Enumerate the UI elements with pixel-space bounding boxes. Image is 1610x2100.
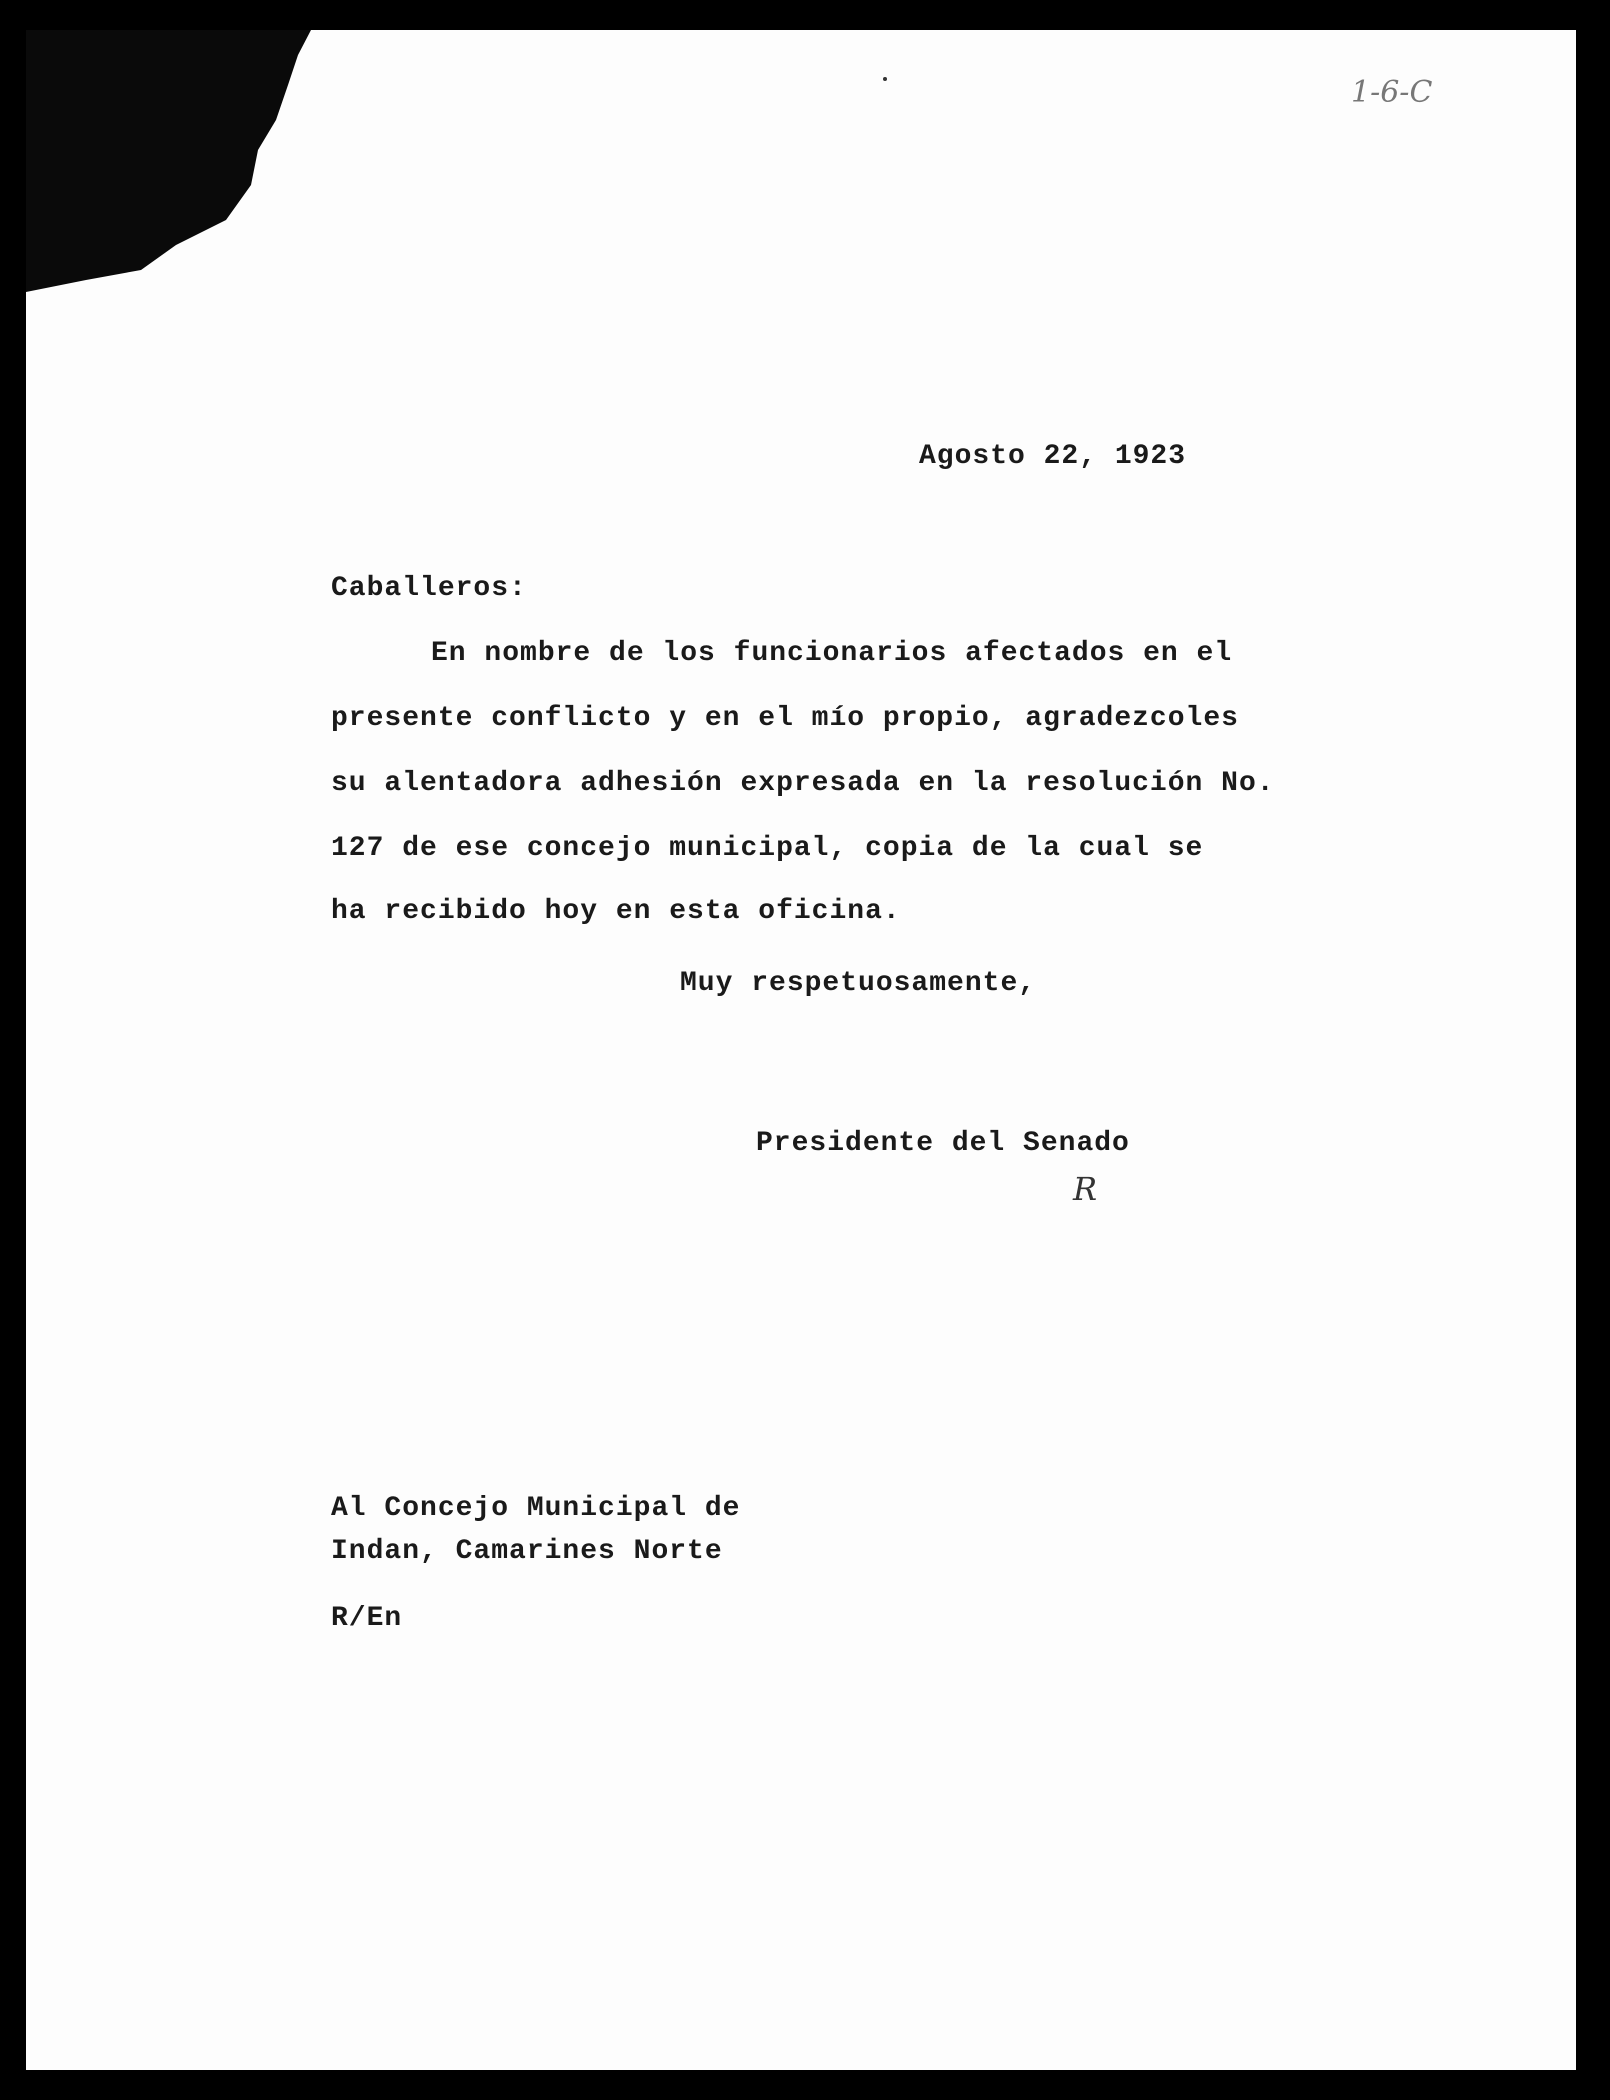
letter-page (26, 30, 1576, 2070)
body-line: En nombre de los funcionarios afectados en el (431, 638, 1233, 669)
salutation: Caballeros: (331, 573, 527, 604)
letter-date: Agosto 22, 1923 (919, 441, 1187, 472)
body-line: presente conflicto y en el mío propio, agradezcoles (331, 703, 1239, 734)
signature-title: Presidente del Senado (756, 1128, 1130, 1159)
paper-speck (883, 77, 887, 81)
torn-corner (26, 30, 326, 300)
recipient-line-2: Indan, Camarines Norte (331, 1536, 723, 1567)
body-line: 127 de ese concejo municipal, copia de la cual se (331, 833, 1204, 864)
body-line: ha recibido hoy en esta oficina. (331, 896, 901, 927)
body-line: su alentadora adhesión expresada en la resolución No. (331, 768, 1275, 799)
closing: Muy respetuosamente, (680, 968, 1037, 999)
pencil-margin-note: 1-6-C (1351, 75, 1433, 110)
recipient-line-1: Al Concejo Municipal de (331, 1493, 741, 1524)
reference-initials: R/En (331, 1603, 403, 1634)
handwritten-initial: R (1073, 1170, 1098, 1208)
